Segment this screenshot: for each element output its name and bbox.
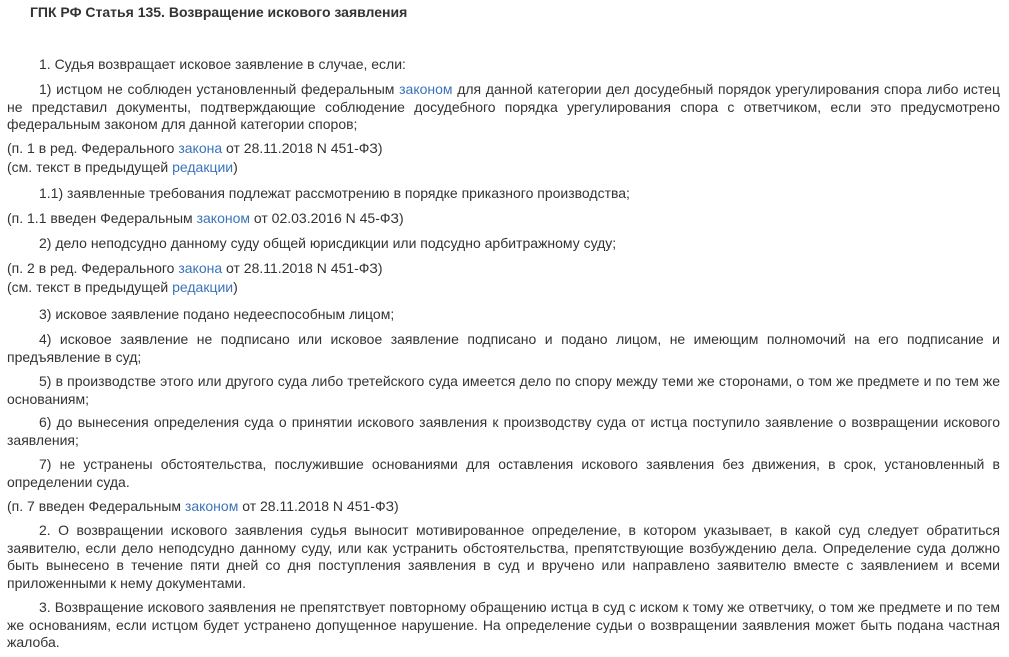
item-4: 4) исковое заявление не подписано или исковое заявление подписано и подано лицом, не имеющим полномочий на его подписание и предъявление в суд; bbox=[7, 331, 1000, 365]
item-5: 5) в производстве этого или другого суда либо третейского суда имеется дело по спору между теми же сторонами, о том же предмете и по тем же основаниям; bbox=[7, 373, 1000, 407]
note-item-7: (п. 7 введен Федеральным законом от 28.11.2018 N 451-ФЗ) bbox=[7, 498, 399, 514]
edition-link[interactable]: редакции bbox=[172, 279, 234, 295]
item-6: 6) до вынесения определения суда о принятии искового заявления к производству суда от истца поступило заявление о возвращении искового заявления; bbox=[7, 414, 1000, 448]
article-title: ГПК РФ Статья 135. Возвращение искового заявления bbox=[30, 4, 408, 20]
paragraph-1: 1. Судья возвращает исковое заявление в случае, если: bbox=[39, 56, 406, 72]
law-link[interactable]: законом bbox=[399, 81, 453, 97]
item-7: 7) не устранены обстоятельства, послужившие основаниями для оставления искового заявления без движения, в срок, установленный в определении суда. bbox=[7, 456, 1000, 490]
note-item-1: (п. 1 в ред. Федерального закона от 28.11.2018 N 451-ФЗ) bbox=[7, 140, 383, 156]
paragraph-2: 2. О возвращении искового заявления судья выносит мотивированное определение, в котором указывает, в какой суд следует обратиться заявителю, если дело неподсудно данному суду, или как устранить обстоятельства, препятствующие возбуждению дела. Определение суда должно быть вынесено в течение пяти дней со дня поступления заявления в суд и вручено или направлено заявителю вместе с заявлением и всеми приложенными к нему документами. bbox=[7, 522, 1000, 591]
paragraph-3: 3. Возвращение искового заявления не препятствует повторному обращению истца в суд с иском к тому же ответчику, о том же предмете и по тем же основаниям, если истцом будет устранено допущенное нарушение. На определение судьи о возвращении заявления может быть подана частная жалоба. bbox=[7, 599, 1000, 650]
law-link[interactable]: закона bbox=[178, 140, 223, 156]
law-link[interactable]: закона bbox=[178, 260, 223, 276]
item-1-1: 1.1) заявленные требования подлежат рассмотрению в порядке приказного производства; bbox=[39, 185, 630, 201]
item-3: 3) исковое заявление подано недееспособным лицом; bbox=[39, 306, 395, 322]
item-1: 1) истцом не соблюден установленный федеральным законом для данной категории дел досудебный порядок урегулирования спора либо истец не представил документы, подтверждающие соблюдение досудебного порядка урегулирования спора с ответчиком, если это предусмотрено федеральным законом для данной категории споров; bbox=[7, 81, 1000, 132]
law-link[interactable]: законом bbox=[196, 210, 250, 226]
note-previous-edition-2: (см. текст в предыдущей редакции) bbox=[7, 279, 238, 295]
item-2: 2) дело неподсудно данному суду общей юрисдикции или подсудно арбитражному суду; bbox=[39, 235, 617, 251]
edition-link[interactable]: редакции bbox=[172, 159, 234, 175]
note-item-2: (п. 2 в ред. Федерального закона от 28.11.2018 N 451-ФЗ) bbox=[7, 260, 383, 276]
note-item-1-1: (п. 1.1 введен Федеральным законом от 02.03.2016 N 45-ФЗ) bbox=[7, 210, 404, 226]
law-link[interactable]: законом bbox=[184, 498, 239, 514]
note-previous-edition-1: (см. текст в предыдущей редакции) bbox=[7, 159, 238, 175]
